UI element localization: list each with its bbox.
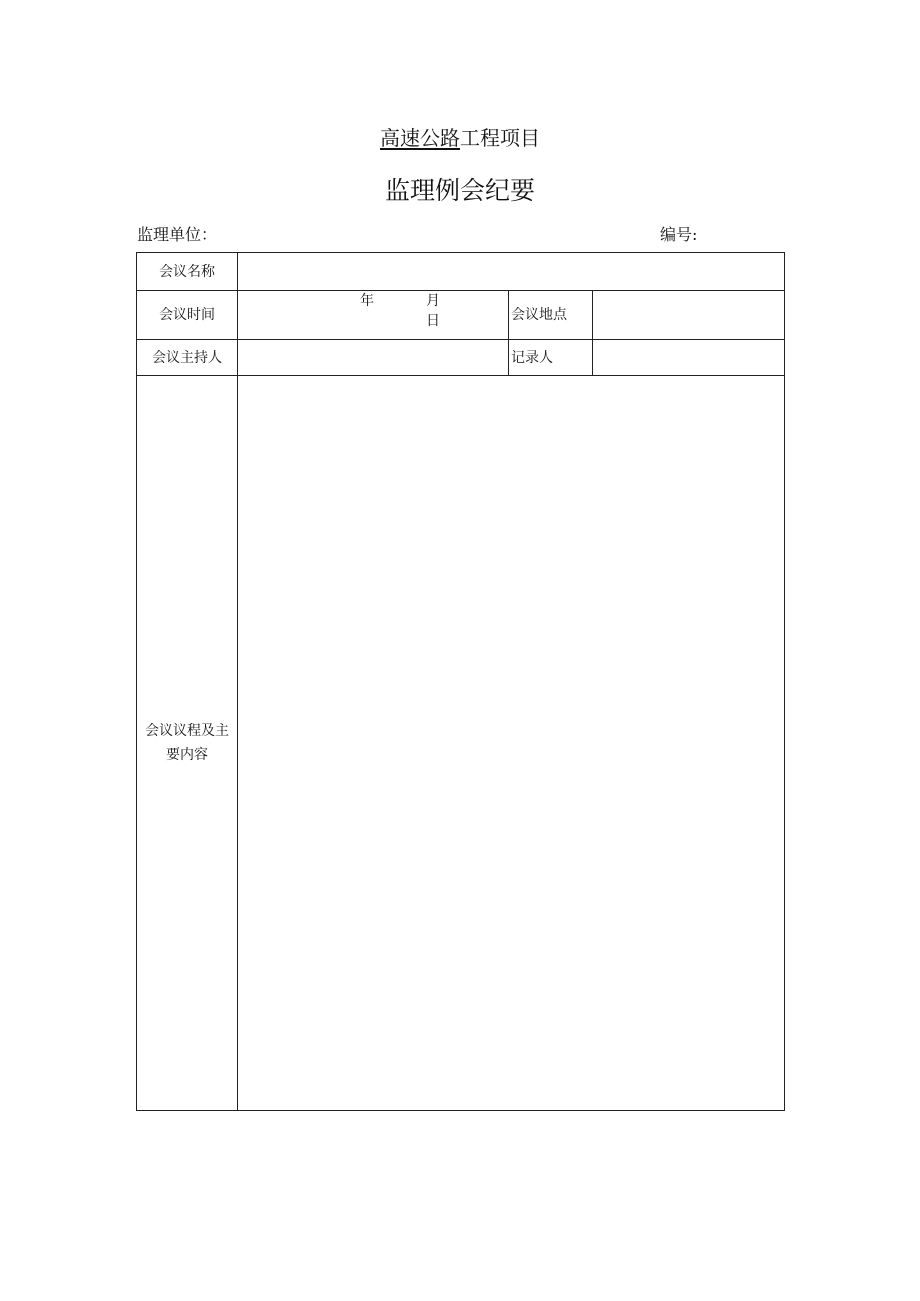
meeting-location-label: 会议地点: [509, 291, 593, 340]
agenda-content-field[interactable]: [238, 376, 785, 1111]
project-title-underlined[interactable]: 高速公路: [380, 126, 460, 150]
agenda-label-line1: 会议议程及主: [145, 723, 229, 739]
row-agenda: [137, 376, 785, 1111]
supervision-unit-label: 监理单位：: [137, 225, 218, 244]
recorder-label: 记录人: [509, 340, 593, 376]
meeting-name-field[interactable]: [238, 253, 785, 291]
agenda-label: [137, 376, 238, 1111]
document-title: 监理例会纪要: [384, 176, 535, 205]
meeting-location-field[interactable]: [593, 291, 785, 340]
date-day-label: 日: [426, 313, 440, 329]
agenda-label-line2: 要内容: [166, 747, 208, 763]
meta-row: [137, 223, 784, 247]
meeting-name-label: 会议名称: [137, 253, 238, 291]
row-meeting-time: [137, 291, 785, 340]
project-title: [0, 124, 920, 152]
date-year-label: 年: [360, 293, 374, 309]
date-month-label: 月: [426, 293, 440, 309]
row-meeting-name: [137, 253, 785, 291]
meeting-time-field[interactable]: [238, 291, 509, 340]
row-meeting-host: [137, 340, 785, 376]
recorder-field[interactable]: [593, 340, 785, 376]
meeting-time-label: 会议时间: [137, 291, 238, 340]
number-label: 编号:: [660, 225, 698, 244]
meeting-host-field[interactable]: [238, 340, 509, 376]
minutes-table: [136, 252, 785, 1111]
project-title-rest: 工程项目: [460, 126, 540, 150]
meeting-host-label: 会议主持人: [137, 340, 238, 376]
